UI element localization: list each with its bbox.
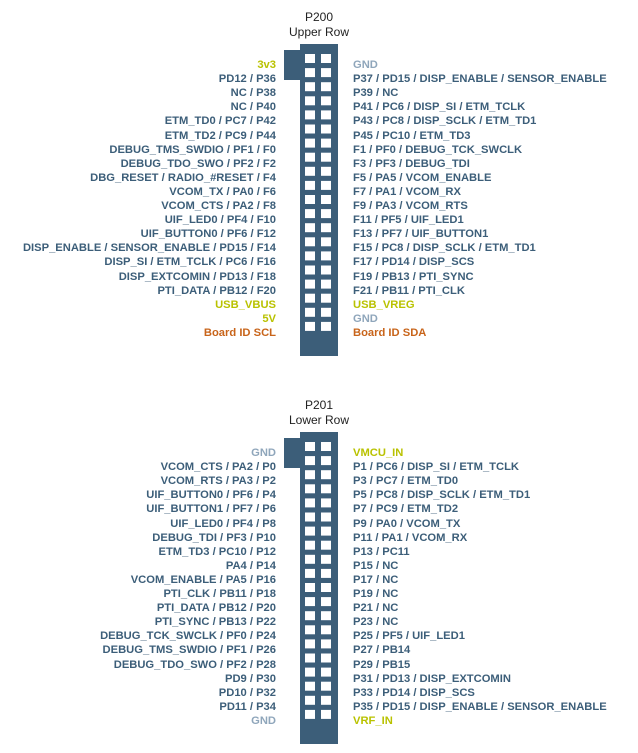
p200-pin-right <box>321 308 331 317</box>
p200-pin-left <box>305 54 315 63</box>
p201-pin-left <box>305 569 315 578</box>
p200-pin-right <box>321 266 331 275</box>
p200-right-pin-label: GND <box>353 59 378 71</box>
p200-right-pin-label: P43 / PC8 / DISP_SCLK / ETM_TD1 <box>353 115 537 128</box>
p201-pin-left <box>305 498 315 507</box>
p201-left-pin-label: GND <box>251 447 276 459</box>
p201-right-pin-label: P23 / NC <box>353 616 399 629</box>
p201-connector <box>284 432 354 744</box>
p200-left-pin-label: VCOM_CTS / PA2 / F8 <box>161 200 276 212</box>
p201-pin-left <box>305 710 315 719</box>
p201-pin-right <box>321 668 331 677</box>
p201-right-pin-label: P13 / PC11 <box>353 545 410 558</box>
p201-pin-right <box>321 484 331 493</box>
p200-pin-right <box>321 294 331 303</box>
p201-pin-left <box>305 442 315 451</box>
p201-pin-left <box>305 583 315 592</box>
p201-right-pin-label: P21 / NC <box>353 602 399 615</box>
p201-pin-right <box>321 442 331 451</box>
p201-left-pin-label: PTI_DATA / PB12 / P20 <box>156 602 276 615</box>
p201-pin-left <box>305 682 315 691</box>
p201-left-pin-label: PTI_CLK / PB11 / P18 <box>163 588 276 600</box>
p200-pin-right <box>321 209 331 218</box>
p200-pin-left <box>305 266 315 275</box>
p200-left-pin-label: ETM_TD2 / PC9 / P44 <box>164 129 276 142</box>
p200-right-pin-label: F13 / PF7 / UIF_BUTTON1 <box>353 228 489 241</box>
p201-left-pin-label: PD10 / P32 <box>218 686 276 699</box>
p200-pin-right <box>321 167 331 176</box>
p201-left-pin-label: PA4 / P14 <box>225 559 276 572</box>
p200-left-pin-label: DISP_EXTCOMIN / PD13 / F18 <box>118 270 276 283</box>
p201-right-pin-label: P25 / PF5 / UIF_LED1 <box>353 630 465 643</box>
p200-pin-left <box>305 294 315 303</box>
p200-right-pin-label: F5 / PA5 / VCOM_ENABLE <box>353 171 492 184</box>
p201-right-pin-label: P27 / PB14 <box>353 644 411 657</box>
p200-pin-left <box>305 110 315 119</box>
p201-pin-left <box>305 484 315 493</box>
p201-pin-left <box>305 625 315 634</box>
p201-pin-right <box>321 470 331 479</box>
p200-title: P200 <box>304 10 334 24</box>
p200-pin-right <box>321 153 331 162</box>
p201-pin-left <box>305 470 315 479</box>
p201-left-pin-label: UIF_BUTTON0 / PF6 / P4 <box>146 489 276 502</box>
p200-left-pin-label: UIF_BUTTON0 / PF6 / F12 <box>140 228 276 241</box>
p201-left-pin-label: UIF_LED0 / PF4 / P8 <box>170 517 276 530</box>
p200-pin-right <box>321 251 331 260</box>
p201-pin-left <box>305 597 315 606</box>
p200-right-pin-label: F11 / PF5 / UIF_LED1 <box>353 214 464 227</box>
p200-left-pin-label: DEBUG_TMS_SWDIO / PF1 / F0 <box>109 143 276 156</box>
p200-right-pin-label: F7 / PA1 / VCOM_RX <box>353 185 461 198</box>
p200-pin-left <box>305 153 315 162</box>
p201-pin-right <box>321 569 331 578</box>
p200-left-pin-label: Board ID SCL <box>203 326 276 339</box>
p200-left-pin-label: DISP_SI / ETM_TCLK / PC6 / F16 <box>104 256 276 269</box>
p200-pin-right <box>321 54 331 63</box>
p200-pin-right <box>321 223 331 232</box>
p200-right-pin-label: F9 / PA3 / VCOM_RTS <box>353 200 468 212</box>
p201-right-pin-label: P5 / PC8 / DISP_SCLK / ETM_TD1 <box>353 489 531 502</box>
p201-right-pin-label: P33 / PD14 / DISP_SCS <box>353 686 475 699</box>
p201-pin-right <box>321 654 331 663</box>
p200-pin-right <box>321 280 331 289</box>
p200-right-pin-label: GND <box>353 312 378 325</box>
p200-left-pin-label: VCOM_TX / PA0 / F6 <box>169 185 276 198</box>
p200-right-pin-label: P41 / PC6 / DISP_SI / ETM_TCLK <box>353 101 526 114</box>
p201-left-pin-label: VCOM_CTS / PA2 / P0 <box>160 461 276 474</box>
p200-left-pin-label: DISP_ENABLE / SENSOR_ENABLE / PD15 / F14 <box>22 242 276 255</box>
p201-pin-right <box>321 696 331 705</box>
p201-pin-left <box>305 541 315 550</box>
p200-pin-right <box>321 82 331 91</box>
p201-pin-left <box>305 513 315 522</box>
p201-right-pin-label: P17 / NC <box>353 573 399 586</box>
p200-pin-right <box>321 195 331 204</box>
p200-left-pin-label: NC / P40 <box>230 101 276 114</box>
p201-right-pin-label: P7 / PC9 / ETM_TD2 <box>353 503 459 516</box>
p200-right-pin-label: P39 / NC <box>353 87 399 100</box>
p201-right-pin-label: P15 / NC <box>353 559 399 572</box>
p201-pin-right <box>321 513 331 522</box>
p201-left-pin-label: DEBUG_TDO_SWO / PF2 / P28 <box>113 658 276 671</box>
p200-right-pin-label: P37 / PD15 / DISP_ENABLE / SENSOR_ENABLE <box>353 73 607 86</box>
p200-right-pin-label: P45 / PC10 / ETM_TD3 <box>353 129 471 142</box>
p201-pin-right <box>321 710 331 719</box>
p201-left-pin-label: PTI_SYNC / PB13 / P22 <box>154 616 276 629</box>
p201-left-pin-label: ETM_TD3 / PC10 / P12 <box>158 545 276 558</box>
p200-pin-left <box>305 308 315 317</box>
p200-right-pin-label: F1 / PF0 / DEBUG_TCK_SWCLK <box>353 143 523 156</box>
p200-pin-right <box>321 139 331 148</box>
p201-pin-right <box>321 625 331 634</box>
p201-left-pin-label: PD11 / P34 <box>219 700 276 713</box>
p201-pin-left <box>305 654 315 663</box>
p201-pin-left <box>305 456 315 465</box>
p201-left-pin-label: PD9 / P30 <box>225 672 276 685</box>
p201-right-pin-label: P29 / PB15 <box>353 658 411 671</box>
p201-left-pin-label: GND <box>251 714 276 727</box>
p201-pin-left <box>305 696 315 705</box>
p200-left-pin-label: NC / P38 <box>230 87 276 100</box>
p201-right-pin-label: P11 / PA1 / VCOM_RX <box>353 531 468 544</box>
p201-pin-right <box>321 597 331 606</box>
p200-left-pin-label: UIF_LED0 / PF4 / F10 <box>164 214 276 227</box>
p200-pin-left <box>305 139 315 148</box>
p201-right-pin-label: P1 / PC6 / DISP_SI / ETM_TCLK <box>353 461 519 474</box>
p200-right-pin-label: F17 / PD14 / DISP_SCS <box>353 256 475 269</box>
p200-left-pin-label: DBG_RESET / RADIO_#RESET / F4 <box>90 171 276 184</box>
p200-pin-left <box>305 322 315 331</box>
p200-right-pin-label: F19 / PB13 / PTI_SYNC <box>353 270 474 283</box>
p201-pin-right <box>321 611 331 620</box>
p201-pin-right <box>321 639 331 648</box>
p201-pin-left <box>305 611 315 620</box>
p201-pin-right <box>321 541 331 550</box>
p201-left-pin-label: VCOM_ENABLE / PA5 / P16 <box>130 573 276 586</box>
p201-subtitle: Lower Row <box>288 413 350 427</box>
p201-left-pin-label: DEBUG_TCK_SWCLK / PF0 / P24 <box>100 630 276 643</box>
p200-left-pin-label: 5V <box>262 312 276 325</box>
p201-left-pin-label: DEBUG_TMS_SWDIO / PF1 / P26 <box>102 644 276 657</box>
p201-title: P201 <box>304 398 334 412</box>
p200-pin-left <box>305 181 315 190</box>
p200-left-pin-label: USB_VBUS <box>215 298 276 311</box>
p200-right-pin-label: Board ID SDA <box>353 326 427 339</box>
p200-left-pin-label: 3v3 <box>257 59 276 71</box>
p200-pin-right <box>321 125 331 134</box>
p200-right-pin-label: USB_VREG <box>353 298 415 311</box>
p200-right-pin-label: F21 / PB11 / PTI_CLK <box>353 284 465 297</box>
p201-pin-right <box>321 555 331 564</box>
p201-pin-right <box>321 583 331 592</box>
p200-pin-left <box>305 209 315 218</box>
p201-pin-left <box>305 555 315 564</box>
p201-pin-right <box>321 527 331 536</box>
p201-right-pin-label: VRF_IN <box>353 714 393 727</box>
p201-left-pin-label: UIF_BUTTON1 / PF7 / P6 <box>146 503 276 516</box>
p200-pin-left <box>305 68 315 77</box>
p200-pin-right <box>321 181 331 190</box>
p201-pin-left <box>305 668 315 677</box>
p200-pin-left <box>305 251 315 260</box>
p200-pin-left <box>305 195 315 204</box>
p201-right-pin-label: P31 / PD13 / DISP_EXTCOMIN <box>353 672 511 685</box>
p200-pin-left <box>305 96 315 105</box>
p200-pin-left <box>305 280 315 289</box>
p201-right-pin-label: VMCU_IN <box>353 447 404 459</box>
p201-pin-left <box>305 639 315 648</box>
p200-left-pin-label: ETM_TD0 / PC7 / P42 <box>164 115 276 128</box>
p201-left-pin-label: DEBUG_TDI / PF3 / P10 <box>152 531 276 544</box>
p200-right-pin-label: F15 / PC8 / DISP_SCLK / ETM_TD1 <box>353 242 536 255</box>
p200-pin-right <box>321 110 331 119</box>
p200-pin-left <box>305 82 315 91</box>
p200-pin-right <box>321 68 331 77</box>
p201-right-pin-label: P19 / NC <box>353 588 399 600</box>
p201-pin-right <box>321 682 331 691</box>
p201-pin-left <box>305 527 315 536</box>
p201-right-pin-label: P3 / PC7 / ETM_TD0 <box>353 475 459 488</box>
p200-left-pin-label: DEBUG_TDO_SWO / PF2 / F2 <box>120 157 276 170</box>
p201-right-pin-label: P35 / PD15 / DISP_ENABLE / SENSOR_ENABLE <box>353 700 607 713</box>
p201-pin-right <box>321 498 331 507</box>
p200-pin-left <box>305 125 315 134</box>
p200-pin-left <box>305 237 315 246</box>
p200-pin-right <box>321 322 331 331</box>
p200-pin-left <box>305 167 315 176</box>
p200-right-pin-label: F3 / PF3 / DEBUG_TDI <box>353 157 470 170</box>
p200-pin-right <box>321 237 331 246</box>
p200-connector <box>284 44 354 356</box>
p200-pin-left <box>305 223 315 232</box>
p201-left-pin-label: VCOM_RTS / PA3 / P2 <box>160 475 276 488</box>
p200-left-pin-label: PTI_DATA / PB12 / F20 <box>157 284 276 297</box>
p201-right-pin-label: P9 / PA0 / VCOM_TX <box>353 517 461 530</box>
p200-pin-right <box>321 96 331 105</box>
p201-pin-right <box>321 456 331 465</box>
p200-left-pin-label: PD12 / P36 <box>218 73 276 86</box>
p200-subtitle: Upper Row <box>288 25 350 39</box>
